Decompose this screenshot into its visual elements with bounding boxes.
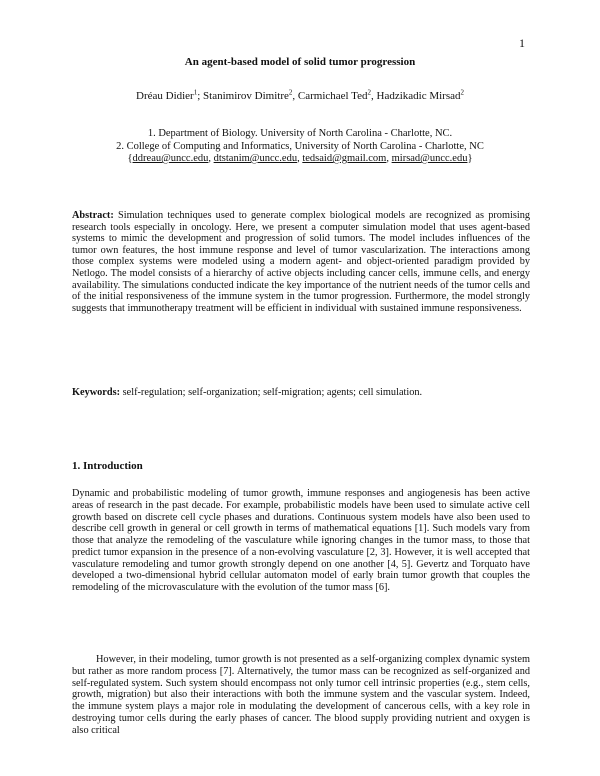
paper-title: An agent-based model of solid tumor progression (184, 56, 416, 68)
author-separator: ; (197, 90, 204, 102)
author-affiliation-mark: 1 (193, 88, 198, 97)
keywords-label: Keywords: (72, 387, 121, 398)
body-paragraph: Dynamic and probabilistic modeling of tumor growth, immune responses and angiogenesis has been active areas of research in the past decade. For example, probabilistic models have been used to simulate active cell growth based on discrete cell cycle phases and durations. Continuous system models have also been used to describe cell growth in general or cell growth in terms of mathematical equations [1]. Such models vary from those that analyze the remodeling of the vasculature while ignoring changes in the tumor mass, to those that predict tumor expansion in the presence of a non-evolving vasculature [2, 3]. However, it is well accepted that vasculature remodeling and tumor growth strongly depend on one another [4, 5]. Gevertz and Torquato have developed a two-dimensional hybrid cellular automaton model of early brain tumor growth that couples the remodeling of the microvasculature with the evolution of the tumor mass [6]. (72, 488, 530, 593)
author-name: Hadzikadic Mirsad (376, 90, 461, 102)
author-separator: , (371, 90, 377, 102)
author-name: Stanimirov Dimitre (203, 90, 289, 102)
email-brace-close: } (467, 153, 473, 164)
email-brace-open: { (127, 153, 133, 164)
affiliation-line: 2. College of Computing and Informatics, University of North Carolina - Charlotte, NC (116, 140, 484, 152)
page-number: 1 (519, 36, 525, 50)
email-link[interactable]: tedsaid@gmail.com (302, 153, 387, 164)
author-affiliation-mark: 2 (367, 88, 371, 97)
author-affiliation-mark: 2 (288, 88, 293, 97)
author-name: Dréau Didier (136, 90, 194, 102)
author-affiliation-mark: 2 (460, 88, 464, 97)
email-separator: , (208, 153, 214, 164)
body-paragraph: However, in their modeling, tumor growth is not presented as a self-organizing complex dynamic system but rather as more random process [7]. Alternatively, the tumor mass can be recognized as self-organized and self-regulated system. Such system should encompass not only tumor cell intrinsic properties (e.g., stem cells, growth, migration) but also their interactions with both the immune system and the vascular system. Indeed, the immune system plays a major role in modulating the development of cancerous cells, with a key role in destroying tumor cells during the early phases of cancer. The blood supply providing nutrient and oxygen is also critical (72, 654, 530, 736)
author-name: Carmichael Ted (297, 90, 368, 102)
email-list (0, 153, 600, 166)
keywords-text: self-regulation; self-organization; self-migration; agents; cell simulation. (122, 387, 423, 398)
email-link[interactable]: ddreau@uncc.edu (132, 153, 209, 164)
affiliations (0, 128, 600, 166)
author-separator: , (292, 90, 298, 102)
abstract-text: Simulation techniques used to generate complex biological models are recognized as promising research tools especially in oncology. Here, we present a computer simulation model that uses agent-based systems to mimic the development and progression of solid tumors. The model includes influences of the tumor own features, the host immune response and level of tumor vascularization. The interactions among those complex systems were modeled using a modern agent- and object-oriented paradigm provided by Netlogo. The model consists of a hierarchy of active objects including cancer cells, immune cells, and energy availability. The simulations conducted indicate the key importance of the nutrient needs of the tumor cells and of the initial responsiveness of the immune system in the tumor progression. Furthermore, the model strongly suggests that immunotherapy treatment will be efficient in individual with sustained immune responsiveness. (72, 210, 530, 314)
email-separator: , (297, 153, 303, 164)
email-link[interactable]: mirsad@uncc.edu (391, 153, 468, 164)
abstract (72, 210, 530, 314)
email-link[interactable]: dtstanim@uncc.edu (213, 153, 298, 164)
author-list (0, 90, 600, 102)
abstract-label: Abstract: (72, 210, 114, 221)
keywords (72, 387, 530, 398)
affiliation-line: 1. Department of Biology. University of North Carolina - Charlotte, NC. (147, 128, 453, 139)
email-separator: , (386, 153, 392, 164)
section-heading: 1. Introduction (72, 460, 143, 472)
